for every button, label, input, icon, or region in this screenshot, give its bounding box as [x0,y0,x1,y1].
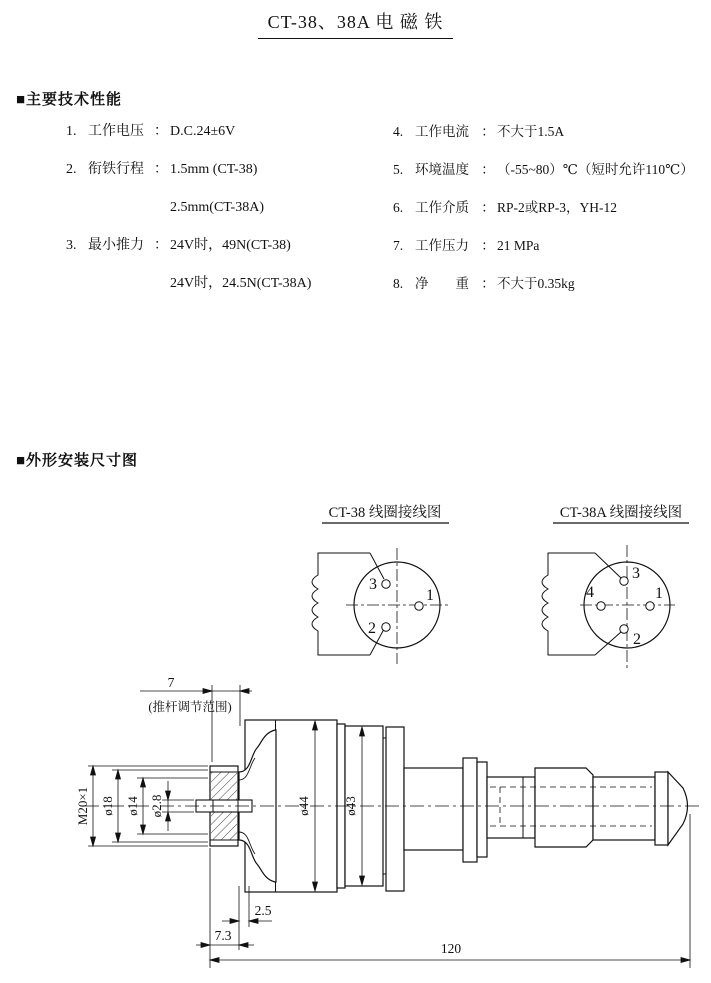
spec-label: 工作压力 [415,238,469,253]
spec-colon: ： [481,238,495,253]
pin-hole-1 [415,602,423,610]
spec-value: RP-2或RP-3，YH-12 [497,200,618,215]
spec-colon: ： [481,162,495,177]
dim-d18: ø18 [100,796,115,816]
spec-value: D.C.24±6V [170,124,236,139]
spec-colon: ： [154,162,168,177]
spec-num: 4. [393,124,404,139]
coil-lead-top [595,553,621,578]
spec-colon: ： [154,124,168,139]
spec-num: 5. [393,162,404,177]
pin-label-4: 4 [586,584,594,601]
spec-label: 工作介质 [415,200,469,215]
spec-label: 净 重 [415,276,469,291]
pin-label-3: 3 [369,576,377,593]
spec-num: 8. [393,276,404,291]
ct38-diagram-title: CT-38 线圈接线图 [328,505,442,521]
pin-label-3: 3 [632,565,640,582]
dim-d44: ø44 [296,796,311,816]
spec-value: 21 MPa [497,238,540,253]
pin-hole-4 [597,602,605,610]
spec-num: 7. [393,238,404,253]
section-hatch-bottom [211,812,237,840]
dim-d2-8: ø2.8 [149,794,164,818]
pin-hole-3 [382,580,390,588]
ct38a-wiring-diagram [542,504,689,668]
dim-len-2-5: 2.5 [254,903,272,918]
spec-colon: ： [154,238,168,253]
spec-value: 不大于0.35kg [497,276,575,291]
spec-value: 24V时，24.5N(CT-38A) [170,276,312,291]
dim-rod-range: 7 [167,675,175,690]
dim-d43: ø43 [343,796,358,816]
neck-section [404,768,463,850]
page-title: CT-38、38A 电 磁 铁 [258,8,454,39]
section-hatch-top [211,772,237,800]
dim-len-7-3: 7.3 [214,928,232,943]
pin-hole-3 [620,577,628,585]
pin-label-1: 1 [426,587,434,604]
dim-thread-m20: M20×1 [75,786,90,826]
pin-hole-2 [382,623,390,631]
connector-body [535,768,593,847]
spec-value: 1.5mm (CT-38) [170,162,258,177]
pin-label-2: 2 [368,620,376,637]
connector-sleeve [593,777,655,840]
spec-label: 环境温度 [415,162,469,177]
spec-label: 工作电流 [415,124,469,139]
spec-colon: ： [481,124,495,139]
spec-colon: ： [481,276,495,291]
spec-value: 2.5mm(CT-38A) [170,200,264,215]
rear-washer [386,727,404,891]
dim-len-120: 120 [440,941,462,956]
spec-colon: ： [481,200,495,215]
spec-label: 最小推力 [88,238,144,253]
spec-num: 6. [393,200,404,215]
dim-d14: ø14 [125,796,140,816]
spec-num: 2. [66,162,77,177]
section-heading-specs: ■主要技术性能 [16,92,123,108]
pin-label-2: 2 [633,631,641,648]
spec-value: （-55~80）℃（短时允许110℃） [497,162,694,177]
section-heading-drawing: ■外形安装尺寸图 [16,453,139,469]
spec-num: 3. [66,238,77,253]
rear-flange-ring [477,762,487,857]
connector-plug-tip [668,772,688,845]
pin-label-1: 1 [655,585,663,602]
pin-hole-2 [620,625,628,633]
coil-symbol [542,553,595,655]
rear-flange [463,758,477,862]
spec-label: 工作电压 [88,124,144,139]
coil-symbol [312,553,370,655]
pin-hole-1 [646,602,654,610]
dim-rod-range-note: (推杆调节范围) [148,700,232,714]
connector-neck [487,777,535,838]
ct38-wiring-diagram [312,504,450,664]
spec-label: 衔铁行程 [88,162,144,177]
spec-value: 24V时，49N(CT-38) [170,238,291,253]
ct38a-diagram-title: CT-38A 线圈接线图 [559,505,683,521]
connector-ring [655,772,668,845]
spec-num: 1. [66,124,77,139]
spec-value: 不大于1.5A [497,124,565,139]
